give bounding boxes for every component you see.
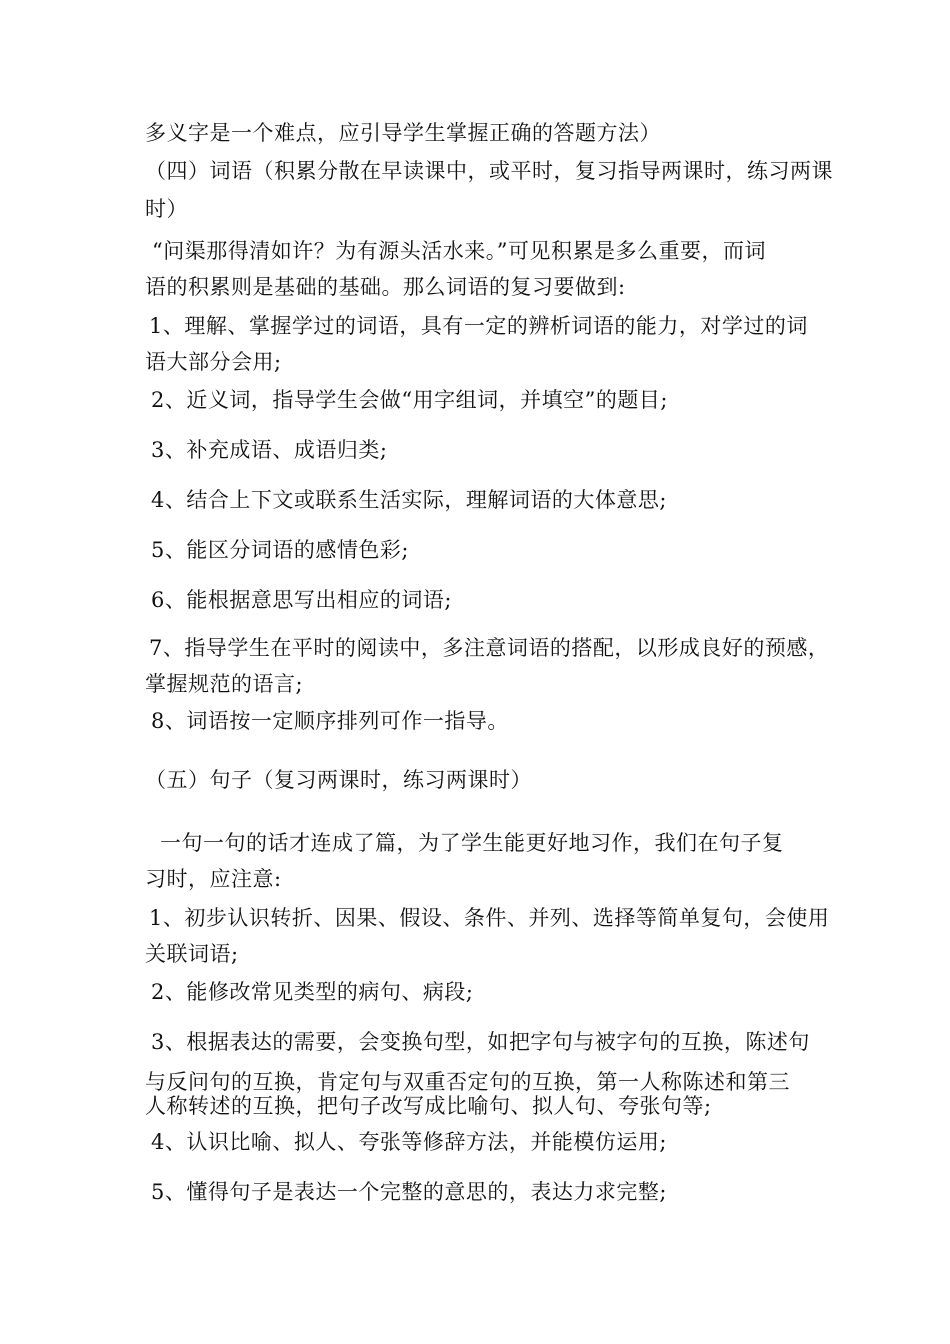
list-item: 8、词语按一定顺序排列可作一指导。 bbox=[151, 709, 509, 733]
text-line: 人称转述的互换，把句子改写成比喻句、拟人句、夸张句等; bbox=[145, 1094, 712, 1118]
list-item: 2、能修改常见类型的病句、病段; bbox=[151, 980, 474, 1004]
list-item: 1、理解、掌握学过的词语，具有一定的辨析词语的能力，对学过的词 bbox=[149, 314, 808, 338]
list-item: 2、近义词，指导学生会做“用字组词，并填空”的题目; bbox=[151, 388, 668, 412]
list-item: 1、初步认识转折、因果、假设、条件、并列、选择等简单复句，会使用 bbox=[149, 906, 830, 930]
list-item: 4、结合上下文或联系生活实际，理解词语的大体意思; bbox=[151, 488, 667, 512]
text-line: 掌握规范的语言; bbox=[145, 672, 304, 696]
section-heading-sentences: （五）句子（复习两课时，练习两课时） bbox=[145, 768, 532, 792]
text-line: 语的积累则是基础的基础。那么词语的复习要做到: bbox=[145, 275, 626, 299]
text-line: 多义字是一个难点，应引导学生掌握正确的答题方法） bbox=[145, 121, 661, 145]
list-item: 5、懂得句子是表达一个完整的意思的，表达力求完整; bbox=[151, 1180, 667, 1204]
text-line: 关联词语; bbox=[145, 942, 239, 966]
list-item: 3、补充成语、成语归类; bbox=[151, 438, 388, 462]
paragraph-line: “问渠那得清如许？为有源头活水来。”可见积累是多么重要，而词 bbox=[152, 239, 766, 263]
list-item: 3、根据表达的需要，会变换句型，如把字句与被字句的互换，陈述句 bbox=[151, 1030, 810, 1054]
text-line: 时） bbox=[145, 197, 188, 221]
text-line: 语大部分会用; bbox=[145, 350, 282, 374]
section-heading-words: （四）词语（积累分散在早读课中，或平时，复习指导两课时，练习两课 bbox=[145, 159, 833, 183]
list-item: 5、能区分词语的感情色彩; bbox=[151, 538, 409, 562]
list-item: 4、认识比喻、拟人、夸张等修辞方法，并能模仿运用; bbox=[151, 1130, 667, 1154]
list-item: 7、指导学生在平时的阅读中，多注意词语的搭配，以形成良好的预感， bbox=[149, 636, 830, 660]
text-line: 与反问句的互换，肯定句与双重否定句的互换，第一人称陈述和第三 bbox=[145, 1070, 790, 1094]
text-line: 习时，应注意: bbox=[145, 867, 282, 891]
list-item: 6、能根据意思写出相应的词语; bbox=[151, 588, 452, 612]
paragraph-line: 一句一句的话才连成了篇，为了学生能更好地习作，我们在句子复 bbox=[160, 831, 784, 855]
